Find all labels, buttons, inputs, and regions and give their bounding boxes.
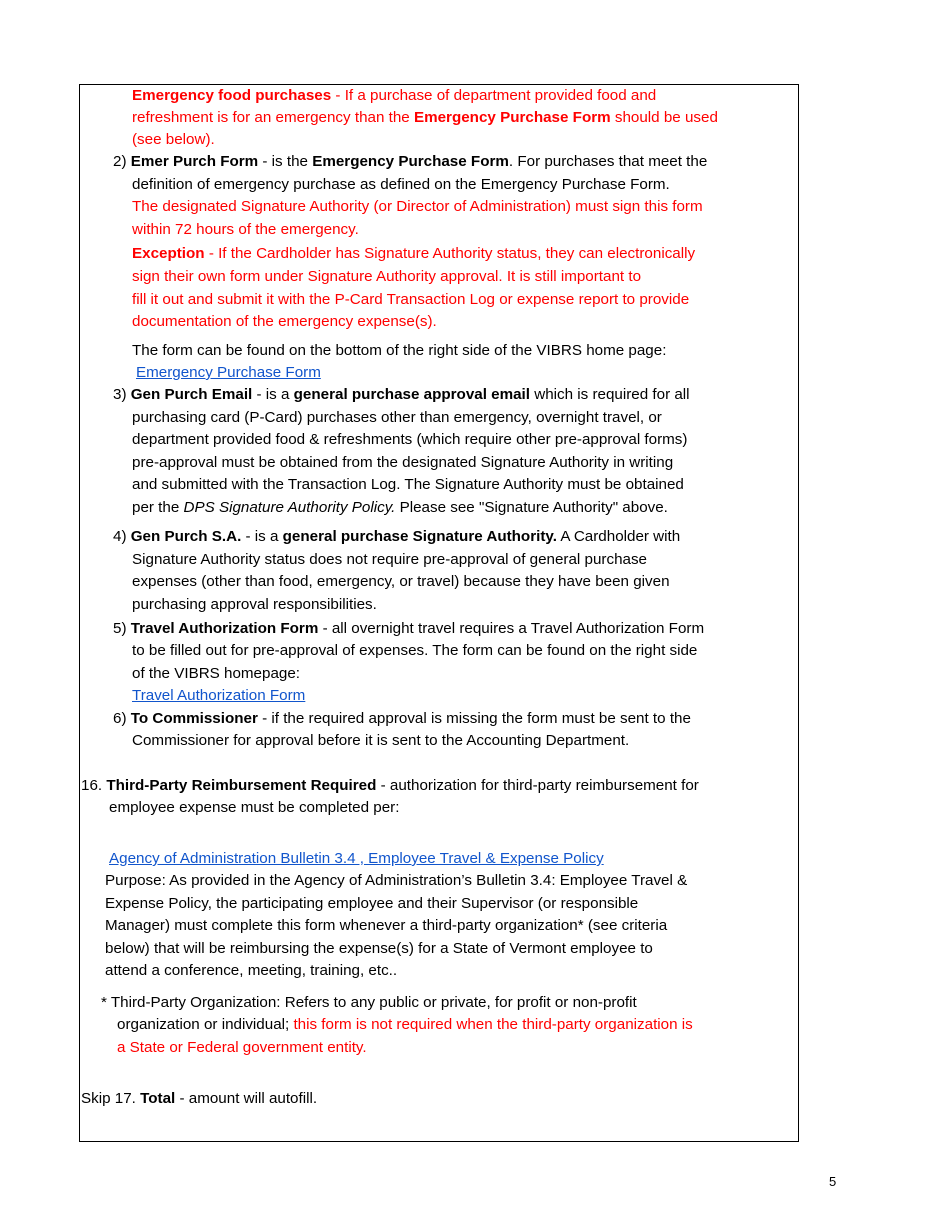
item-4-line-1 xyxy=(113,526,680,549)
item-5-line-3: of the VIBRS homepage: xyxy=(132,665,301,682)
item-2-text: - is the xyxy=(258,153,313,170)
item-16-text: - authorization for third-party reimbursement for xyxy=(376,777,699,794)
travel-authorization-form-link[interactable]: Travel Authorization Form xyxy=(132,687,306,704)
emergency-food-text-3: should be used xyxy=(610,109,718,126)
item-2-red-line-2: within 72 hours of the emergency. xyxy=(132,221,359,238)
item-5-title: Travel Authorization Form xyxy=(130,620,319,637)
item-3-text-2: which is required for all xyxy=(530,386,690,403)
item-3-text-4: Please see "Signature Authority" above. xyxy=(395,499,668,516)
item-3-bold: general purchase approval email xyxy=(293,386,530,403)
emergency-food-line-3: (see below). xyxy=(132,131,215,148)
page-number: 5 xyxy=(829,1174,837,1189)
exception-line-4: documentation of the emergency expense(s). xyxy=(132,313,437,330)
item-16-title: Third-Party Reimbursement Required xyxy=(106,777,377,794)
emergency-food-title: Emergency food purchases xyxy=(132,87,332,104)
item-2-line-2: definition of emergency purchase as defined on the Emergency Purchase Form. xyxy=(132,176,670,193)
item-3-title: Gen Purch Email xyxy=(130,386,253,403)
item-17-prefix: Skip 17. xyxy=(81,1090,141,1107)
emergency-food-text: - If a purchase of department provided food and xyxy=(331,87,657,104)
purpose-line-2: Expense Policy, the participating employee and their Supervisor (or responsible xyxy=(105,895,639,912)
item-6-title: To Commissioner xyxy=(130,710,258,727)
item-3-line-4: pre-approval must be obtained from the designated Signature Authority in writing xyxy=(132,454,674,471)
item-16-line-1 xyxy=(81,775,699,798)
purpose-line-4: below) that will be reimbursing the expense(s) for a State of Vermont employee to xyxy=(105,940,653,957)
item-3-line-3: department provided food & refreshments (which require other pre-approval forms) xyxy=(132,431,688,448)
item-16-line-2: employee expense must be completed per: xyxy=(109,799,400,816)
item-17-line xyxy=(81,1088,317,1111)
item-5-line-2: to be filled out for pre-approval of expenses. The form can be found on the right side xyxy=(132,642,698,659)
item-6-text: - if the required approval is missing the form must be sent to the xyxy=(257,710,691,727)
emergency-food-line-1 xyxy=(132,85,656,108)
note-red-text: this form is not required when the third-party organization is xyxy=(293,1016,693,1033)
item-2-line-1 xyxy=(113,151,707,174)
note-line-1: * Third-Party Organization: Refers to any public or private, for profit or non-profit xyxy=(101,994,637,1011)
purpose-line-5: attend a conference, meeting, training, etc.. xyxy=(105,962,398,979)
item-4-line-3: expenses (other than food, emergency, or travel) because they have been given xyxy=(132,573,670,590)
item-2-number: 2) xyxy=(113,153,131,170)
item-3-line-1 xyxy=(113,384,690,407)
emergency-food-line-2 xyxy=(132,107,718,130)
emergency-food-text-2: refreshment is for an emergency than the xyxy=(132,109,414,126)
item-17-text: - amount will autofill. xyxy=(175,1090,318,1107)
item-6-number: 6) xyxy=(113,710,131,727)
item-2-bold: Emergency Purchase Form xyxy=(312,153,509,170)
item-3-line-2: purchasing card (P-Card) purchases other than emergency, overnight travel, or xyxy=(132,409,662,426)
item-3-line-5: and submitted with the Transaction Log. The Signature Authority must be obtained xyxy=(132,476,684,493)
item-4-title: Gen Purch S.A. xyxy=(130,528,242,545)
exception-line-1 xyxy=(132,243,695,266)
note-line-2 xyxy=(117,1014,693,1037)
item-3-text-3: per the xyxy=(132,499,184,516)
bulletin-link-wrap xyxy=(109,848,604,871)
item-5-text: - all overnight travel requires a Travel Authorization Form xyxy=(318,620,705,637)
item-16-number: 16. xyxy=(81,777,107,794)
item-4-line-2: Signature Authority status does not require pre-approval of general purchase xyxy=(132,551,648,568)
item-4-text-2: A Cardholder with xyxy=(556,528,681,545)
note-text: organization or individual; xyxy=(117,1016,294,1033)
item-3-line-6 xyxy=(132,497,668,520)
item-2-red-line-1: The designated Signature Authority (or Director of Administration) must sign this form xyxy=(132,198,703,215)
item-6-line-1 xyxy=(113,708,691,731)
exception-title: Exception xyxy=(132,245,205,262)
item-17-title: Total xyxy=(140,1090,176,1107)
item-6-line-2: Commissioner for approval before it is sent to the Accounting Department. xyxy=(132,732,630,749)
item-5-number: 5) xyxy=(113,620,131,637)
purpose-line-3: Manager) must complete this form whenever a third-party organization* (see criteria xyxy=(105,917,668,934)
emergency-purchase-form-link[interactable]: Emergency Purchase Form xyxy=(136,364,321,381)
item-5-line-1 xyxy=(113,618,704,641)
purpose-line-1: Purpose: As provided in the Agency of Administration’s Bulletin 3.4: Employee Travel & xyxy=(105,872,688,889)
exception-text: - If the Cardholder has Signature Authority status, they can electronically xyxy=(204,245,696,262)
item-4-bold: general purchase Signature Authority. xyxy=(282,528,557,545)
emergency-purchase-form-link-wrap xyxy=(136,362,321,385)
signature-authority-policy: DPS Signature Authority Policy. xyxy=(183,499,396,516)
emergency-purchase-form-bold: Emergency Purchase Form xyxy=(413,109,611,126)
item-4-text: - is a xyxy=(241,528,283,545)
travel-authorization-form-link-wrap xyxy=(132,685,305,708)
note-line-3: a State or Federal government entity. xyxy=(117,1039,367,1056)
item-4-number: 4) xyxy=(113,528,131,545)
form-location-text: The form can be found on the bottom of the right side of the VIBRS home page: xyxy=(132,342,667,359)
item-2-text-2: . For purchases that meet the xyxy=(508,153,708,170)
exception-line-2: sign their own form under Signature Authority approval. It is still important to xyxy=(132,268,642,285)
item-3-text: - is a xyxy=(252,386,294,403)
item-4-line-4: purchasing approval responsibilities. xyxy=(132,596,377,613)
item-3-number: 3) xyxy=(113,386,131,403)
exception-line-3: fill it out and submit it with the P-Card Transaction Log or expense report to provide xyxy=(132,291,690,308)
bulletin-3-4-link[interactable]: Agency of Administration Bulletin 3.4 , Employee Travel & Expense Policy xyxy=(109,850,604,867)
item-2-title: Emer Purch Form xyxy=(130,153,259,170)
